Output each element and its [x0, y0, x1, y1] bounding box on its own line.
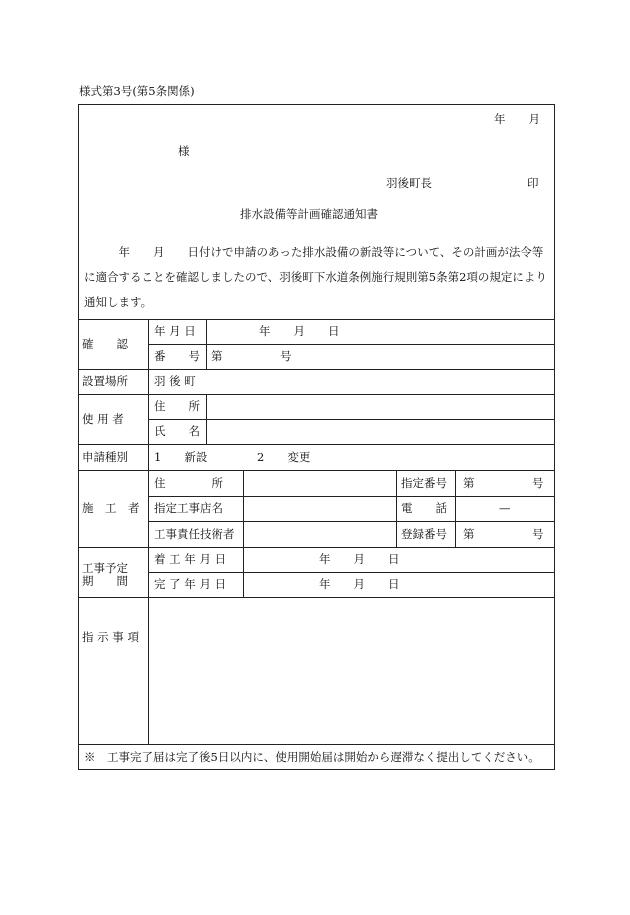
option-change: 2 変更 [257, 450, 311, 464]
divider [148, 521, 555, 522]
registration-number-value: 第 号 [463, 527, 544, 541]
divider [78, 547, 555, 548]
phone-label: 電 話 [401, 501, 447, 515]
divider [243, 470, 244, 597]
schedule-label-line1: 工事予定 [82, 561, 128, 575]
contractor-label: 施 工 者 [82, 501, 140, 515]
confirmation-number-value: 第 号 [211, 349, 292, 363]
store-name-label: 指定工事店名 [154, 501, 223, 515]
application-type-label: 申請種別 [82, 450, 128, 464]
divider [78, 394, 555, 395]
confirmation-date-value: 年 月 日 [259, 324, 340, 338]
instructions-label: 指 示 事 項 [82, 630, 139, 644]
body-text: 年 月 日付けで申請のあった排水設備の新設等について、その計画が法令等に適合することを確認しましたので、羽後町下水道条例施行規則第5条第2項の規定により通知します。 [84, 245, 547, 309]
divider [78, 444, 555, 445]
recipient-suffix: 様 [178, 144, 190, 158]
divider [78, 470, 555, 471]
end-date-label: 完 了 年 月 日 [154, 577, 227, 591]
date-line: 年 月 [494, 112, 540, 126]
user-label: 使 用 者 [82, 412, 124, 426]
start-date-value: 年 月 日 [319, 552, 400, 566]
divider [78, 319, 555, 320]
divider [78, 597, 555, 598]
phone-value: — [499, 501, 511, 515]
start-date-label: 着 工 年 月 日 [154, 552, 227, 566]
footnote: ※ 工事完了届は完了後5日以内に、使用開始届は開始から遅滞なく提出してください。 [84, 750, 540, 764]
divider [78, 744, 555, 745]
divider [206, 394, 207, 444]
seal-mark: 印 [527, 176, 539, 190]
engineer-label: 工事責任技術者 [154, 527, 235, 541]
location-value: 羽 後 町 [154, 374, 196, 388]
divider [148, 419, 555, 420]
confirmation-date-label: 年 月 日 [154, 324, 196, 338]
registration-number-label: 登録番号 [401, 527, 447, 541]
divider [148, 572, 555, 573]
confirmation-label: 確 認 [82, 337, 128, 351]
divider [455, 470, 456, 547]
divider [396, 470, 397, 547]
divider [78, 369, 555, 370]
end-date-value: 年 月 日 [319, 577, 400, 591]
document-title: 排水設備等計画確認通知書 [240, 207, 378, 221]
option-new: 1 新設 [154, 450, 208, 464]
divider [148, 319, 149, 744]
form-frame [78, 104, 555, 770]
contractor-address-label: 住 所 [154, 476, 223, 490]
schedule-label-line2: 期 間 [82, 574, 128, 588]
divider [148, 344, 555, 345]
designated-number-label: 指定番号 [401, 476, 447, 490]
user-address-label: 住 所 [154, 399, 200, 413]
location-label: 設置場所 [82, 374, 128, 388]
divider [206, 319, 207, 369]
form-number: 様式第3号(第5条関係) [79, 84, 195, 98]
confirmation-number-label: 番 号 [154, 349, 200, 363]
divider [148, 496, 555, 497]
user-name-label: 氏 名 [154, 424, 200, 438]
issuer-name: 羽後町長 [386, 176, 432, 190]
designated-number-value: 第 号 [463, 476, 544, 490]
